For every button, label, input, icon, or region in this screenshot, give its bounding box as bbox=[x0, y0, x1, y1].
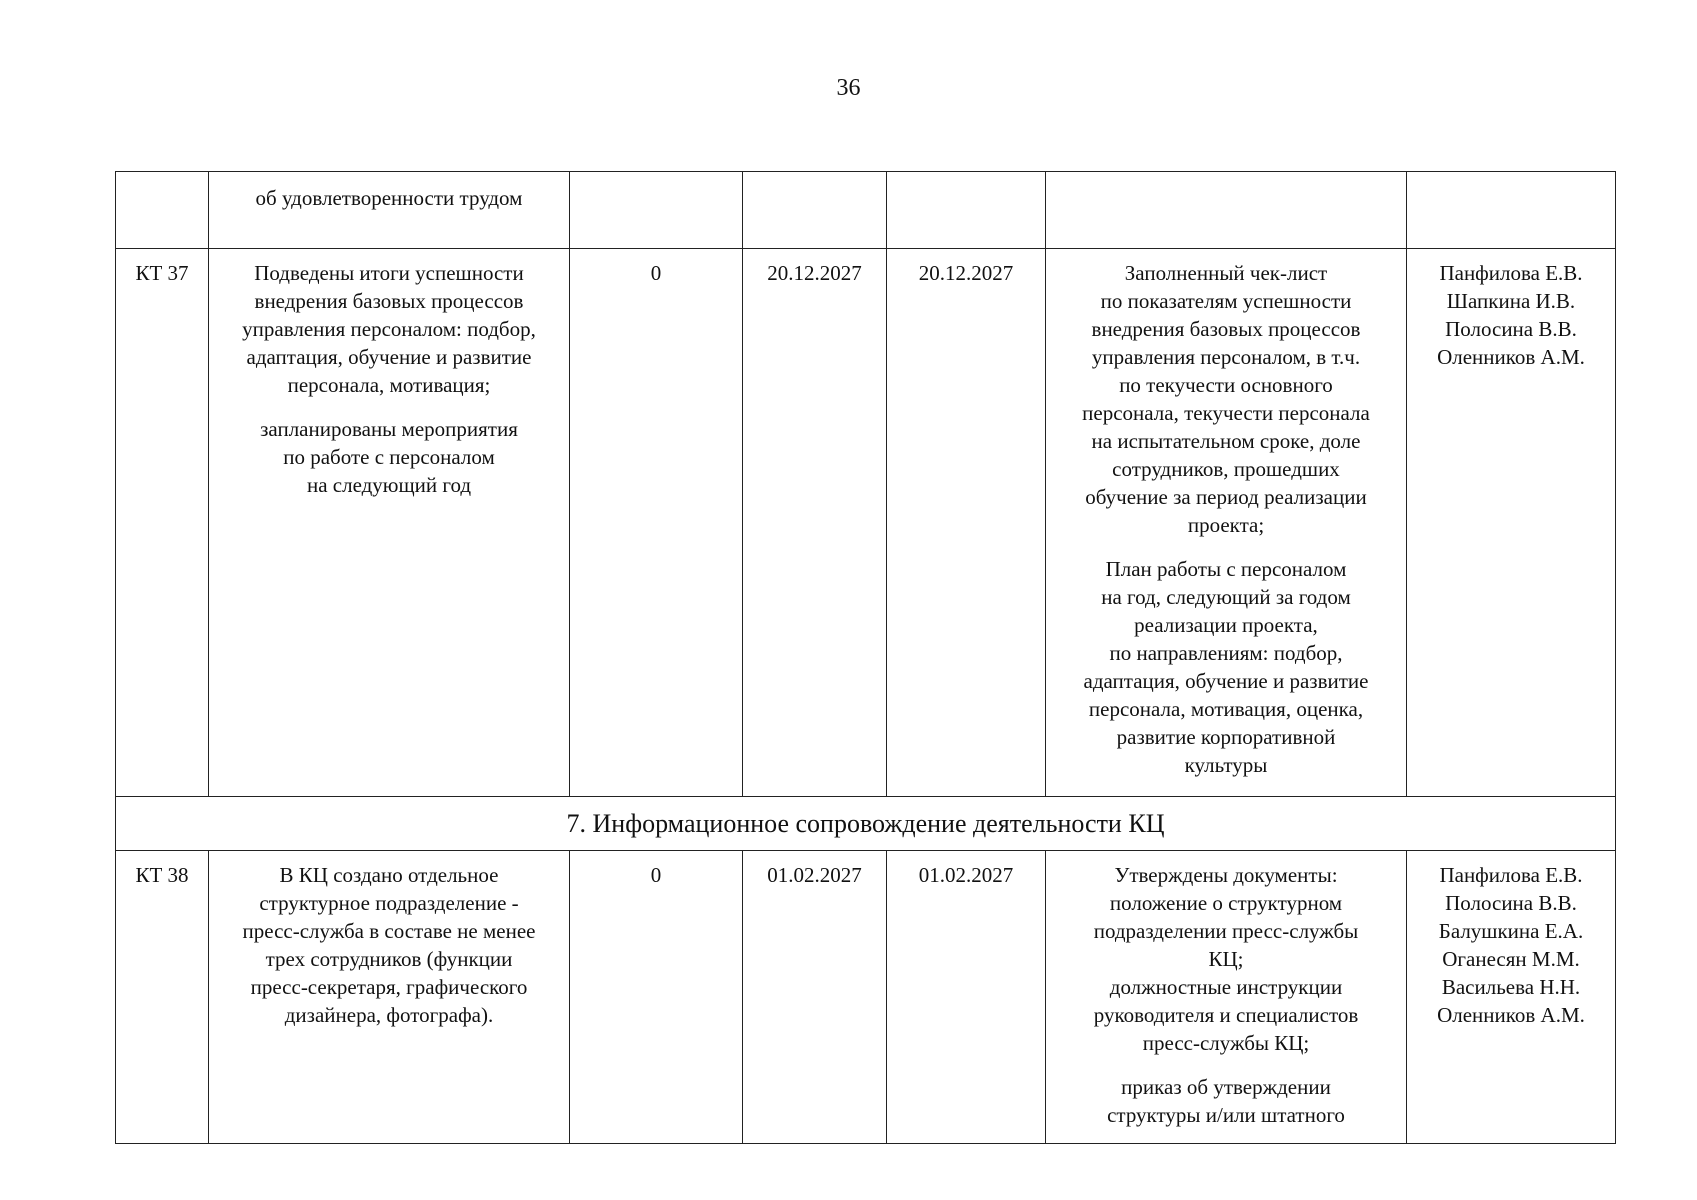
text-line: внедрения базовых процессов bbox=[1091, 317, 1361, 341]
text-line: должностные инструкции bbox=[1109, 975, 1343, 999]
text-line: Полосина В.В. bbox=[1445, 317, 1577, 341]
text-line: трех сотрудников (функции bbox=[265, 947, 513, 971]
text-line: Панфилова Е.В. bbox=[1439, 261, 1583, 285]
result-text bbox=[215, 861, 563, 1029]
cell-responsible bbox=[1407, 851, 1616, 1144]
text-line: Оленников А.М. bbox=[1437, 1003, 1585, 1027]
cell-document bbox=[1046, 851, 1407, 1144]
row-id: КТ 38 bbox=[135, 863, 189, 887]
text-line: управления персоналом, в т.ч. bbox=[1091, 345, 1361, 369]
text-line: проекта; bbox=[1187, 513, 1265, 537]
text-line: культуры bbox=[1184, 753, 1268, 777]
text-line: по текучести основного bbox=[1119, 373, 1333, 397]
text-line: пресс-служба в составе не менее bbox=[242, 919, 536, 943]
text-line: структуры и/или штатного bbox=[1107, 1103, 1345, 1127]
text-line: пресс-секретаря, графического bbox=[250, 975, 528, 999]
text-line: План работы с персоналом bbox=[1105, 557, 1347, 581]
cell-end-date bbox=[887, 249, 1046, 797]
document-text bbox=[1052, 555, 1400, 779]
text-line: Заполненный чек-лист bbox=[1124, 261, 1328, 285]
document-text bbox=[1052, 1073, 1400, 1129]
document-text bbox=[1052, 861, 1400, 1057]
text-line: управления персоналом: подбор, bbox=[242, 317, 536, 341]
text-line: дизайнера, фотографа). bbox=[284, 1003, 494, 1027]
table-row-continuation bbox=[116, 172, 1616, 249]
text-line: персонала, текучести персонала bbox=[1082, 401, 1370, 425]
cell-document bbox=[1046, 249, 1407, 797]
result-text bbox=[215, 184, 563, 212]
text-line: Панфилова Е.В. bbox=[1439, 863, 1583, 887]
text-line: приказ об утверждении bbox=[1121, 1075, 1331, 1099]
cell-result bbox=[209, 172, 570, 249]
text-line: Васильева Н.Н. bbox=[1441, 975, 1581, 999]
cell-responsible bbox=[1407, 249, 1616, 797]
cell-result bbox=[209, 249, 570, 797]
start-date: 01.02.2027 bbox=[767, 863, 862, 887]
result-text bbox=[215, 415, 563, 499]
page-number: 36 bbox=[836, 75, 861, 101]
cell-end-date bbox=[887, 172, 1046, 249]
text-line: положение о структурном bbox=[1109, 891, 1343, 915]
document-text bbox=[1052, 259, 1400, 539]
start-date: 20.12.2027 bbox=[767, 261, 862, 285]
end-date: 01.02.2027 bbox=[918, 863, 1014, 887]
responsible-list bbox=[1413, 861, 1609, 1029]
cell-value bbox=[570, 249, 743, 797]
text-line: обучение за период реализации bbox=[1085, 485, 1367, 509]
text-line: адаптация, обучение и развитие bbox=[1083, 669, 1369, 693]
text-line: персонала, мотивация; bbox=[287, 373, 491, 397]
cell-end-date bbox=[887, 851, 1046, 1144]
text-line: адаптация, обучение и развитие bbox=[246, 345, 532, 369]
text-line: на год, следующий за годом bbox=[1101, 585, 1351, 609]
end-date: 20.12.2027 bbox=[918, 261, 1014, 285]
text-line: руководителя и специалистов bbox=[1093, 1003, 1359, 1027]
cell-start-date bbox=[743, 851, 887, 1144]
text-line: Оганесян М.М. bbox=[1442, 947, 1580, 971]
cell-start-date bbox=[743, 172, 887, 249]
text-line: по показателям успешности bbox=[1100, 289, 1352, 313]
value-text: 0 bbox=[650, 261, 662, 285]
cell-value bbox=[570, 172, 743, 249]
cell-id bbox=[116, 851, 209, 1144]
text-line: запланированы мероприятия bbox=[260, 417, 518, 441]
text-line: по направлениям: подбор, bbox=[1109, 641, 1343, 665]
text-line: на испытательном сроке, доле bbox=[1091, 429, 1361, 453]
text-line: Оленников А.М. bbox=[1437, 345, 1585, 369]
row-id: КТ 37 bbox=[135, 261, 189, 285]
text-line: Шапкина И.В. bbox=[1446, 289, 1576, 313]
text-line: структурное подразделение - bbox=[259, 891, 519, 915]
text-line: реализации проекта, bbox=[1134, 613, 1318, 637]
section-header-row bbox=[116, 797, 1616, 851]
cell-result bbox=[209, 851, 570, 1144]
text-line: внедрения базовых процессов bbox=[254, 289, 524, 313]
text-line: Балушкина Е.А. bbox=[1438, 919, 1584, 943]
text-line: об удовлетворенности трудом bbox=[255, 186, 523, 210]
cell-responsible bbox=[1407, 172, 1616, 249]
text-line: пресс-службы КЦ; bbox=[1142, 1031, 1310, 1055]
result-text bbox=[215, 259, 563, 399]
text-line: на следующий год bbox=[306, 473, 472, 497]
text-line: по работе с персоналом bbox=[283, 445, 495, 469]
text-line: подразделении пресс-службы bbox=[1093, 919, 1359, 943]
cell-start-date bbox=[743, 249, 887, 797]
plan-table bbox=[115, 171, 1616, 1144]
cell-section bbox=[116, 797, 1616, 851]
text-line: В КЦ создано отдельное bbox=[279, 863, 499, 887]
cell-id bbox=[116, 249, 209, 797]
text-line: развитие корпоративной bbox=[1116, 725, 1336, 749]
text-line: сотрудников, прошедших bbox=[1112, 457, 1340, 481]
cell-value bbox=[570, 851, 743, 1144]
text-line: КЦ; bbox=[1208, 947, 1244, 971]
text-line: персонала, мотивация, оценка, bbox=[1088, 697, 1364, 721]
cell-document bbox=[1046, 172, 1407, 249]
cell-id bbox=[116, 172, 209, 249]
section-title: 7. Информационное сопровождение деятельности КЦ bbox=[566, 809, 1165, 838]
value-text: 0 bbox=[650, 863, 662, 887]
table-row-kt38 bbox=[116, 851, 1616, 1144]
text-line: Подведены итоги успешности bbox=[254, 261, 524, 285]
text-line: Утверждены документы: bbox=[1114, 863, 1338, 887]
responsible-list bbox=[1413, 259, 1609, 371]
text-line: Полосина В.В. bbox=[1445, 891, 1577, 915]
table-row-kt37 bbox=[116, 249, 1616, 797]
